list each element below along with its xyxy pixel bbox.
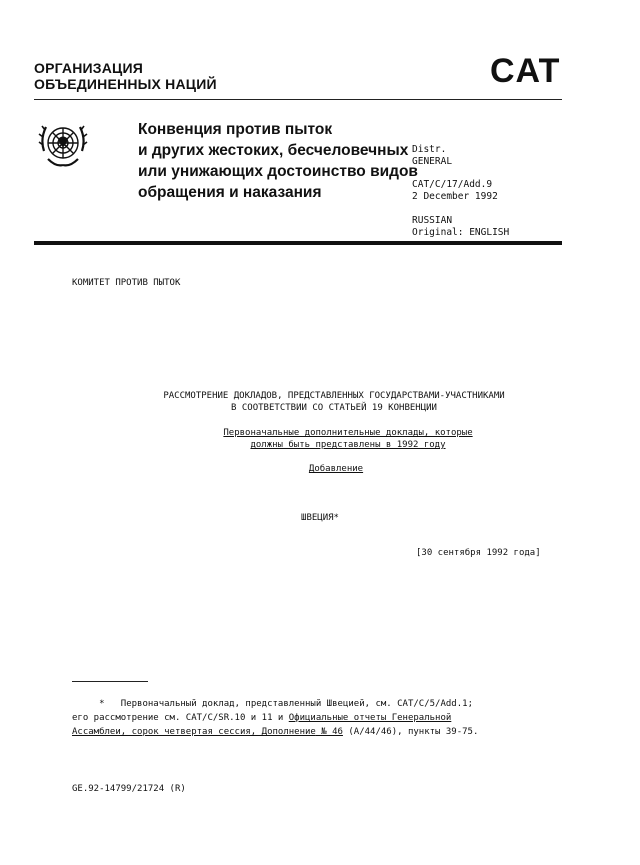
report-date: [30 сентября 1992 года] [416, 548, 541, 558]
footnote-divider [72, 681, 148, 682]
subtitle-line-1: Первоначальные дополнительные доклады, которые [223, 428, 473, 438]
series-symbol: CAT [490, 52, 561, 90]
addendum-label: Добавление [308, 464, 364, 474]
convention-title [138, 119, 418, 203]
assembly-ref: Ассамблеи, сорок четвертая сессия, Дополнение [72, 727, 316, 737]
convention-line-3: или унижающих достоинство видов [138, 163, 418, 180]
footnote-line-1 [72, 697, 572, 711]
organization-name [34, 60, 217, 92]
supplement-number: № 46 [315, 727, 343, 737]
document-number: GE.92-14799/21724 (R) [72, 784, 186, 794]
footnote-text-2: его рассмотрение см. CAT/C/SR.10 и 11 и [72, 713, 289, 723]
footnote-marker: * [99, 699, 105, 709]
footnote-line-3 [72, 725, 572, 739]
org-line-2: ОБЪЕДИНЕННЫХ НАЦИЙ [34, 76, 217, 92]
language: RUSSIAN [412, 215, 453, 226]
country-name: ШВЕЦИЯ* [301, 513, 339, 523]
heading-line-1: РАССМОТРЕНИЕ ДОКЛАДОВ, ПРЕДСТАВЛЕННЫХ ГОСУДАРСТВАМИ-УЧАСТНИКАМИ [163, 391, 505, 401]
document-symbol-block [412, 179, 498, 203]
header-bottom-rule [34, 241, 562, 245]
distr-label: Distr. [412, 144, 447, 155]
convention-line-1: Конвенция против пыток [138, 121, 333, 138]
official-records-ref: Официальные отчеты Генеральной [288, 713, 452, 723]
committee-name: КОМИТЕТ ПРОТИВ ПЫТОК [72, 278, 181, 288]
footnote-line-2 [72, 711, 572, 725]
footnote-text-3: (A/44/46), пункты 39-75. [342, 727, 479, 737]
convention-line-4: обращения и наказания [138, 184, 322, 201]
convention-line-2: и других жестоких, бесчеловечных [138, 142, 409, 159]
header-divider [34, 99, 562, 100]
document-symbol: CAT/C/17/Add.9 [412, 179, 493, 190]
original-language: Original: ENGLISH [412, 227, 510, 238]
heading-line-2: В СООТВЕТСТВИИ СО СТАТЬЕЙ 19 КОНВЕНЦИИ [231, 403, 437, 413]
un-emblem-icon [36, 117, 90, 171]
footnote-text-1: Первоначальный доклад, представленный Швецией, см. CAT/C/5/Add.1; [120, 699, 473, 709]
language-block [412, 215, 509, 239]
org-line-1: ОРГАНИЗАЦИЯ [34, 60, 143, 76]
subtitle-line-2: должны быть представлены в 1992 году [250, 440, 446, 450]
agenda-heading [14, 390, 640, 414]
distr-value: GENERAL [412, 156, 453, 167]
report-subtitle [28, 427, 640, 451]
document-date: 2 December 1992 [412, 191, 498, 202]
footnote [72, 697, 572, 739]
distribution [412, 144, 452, 168]
